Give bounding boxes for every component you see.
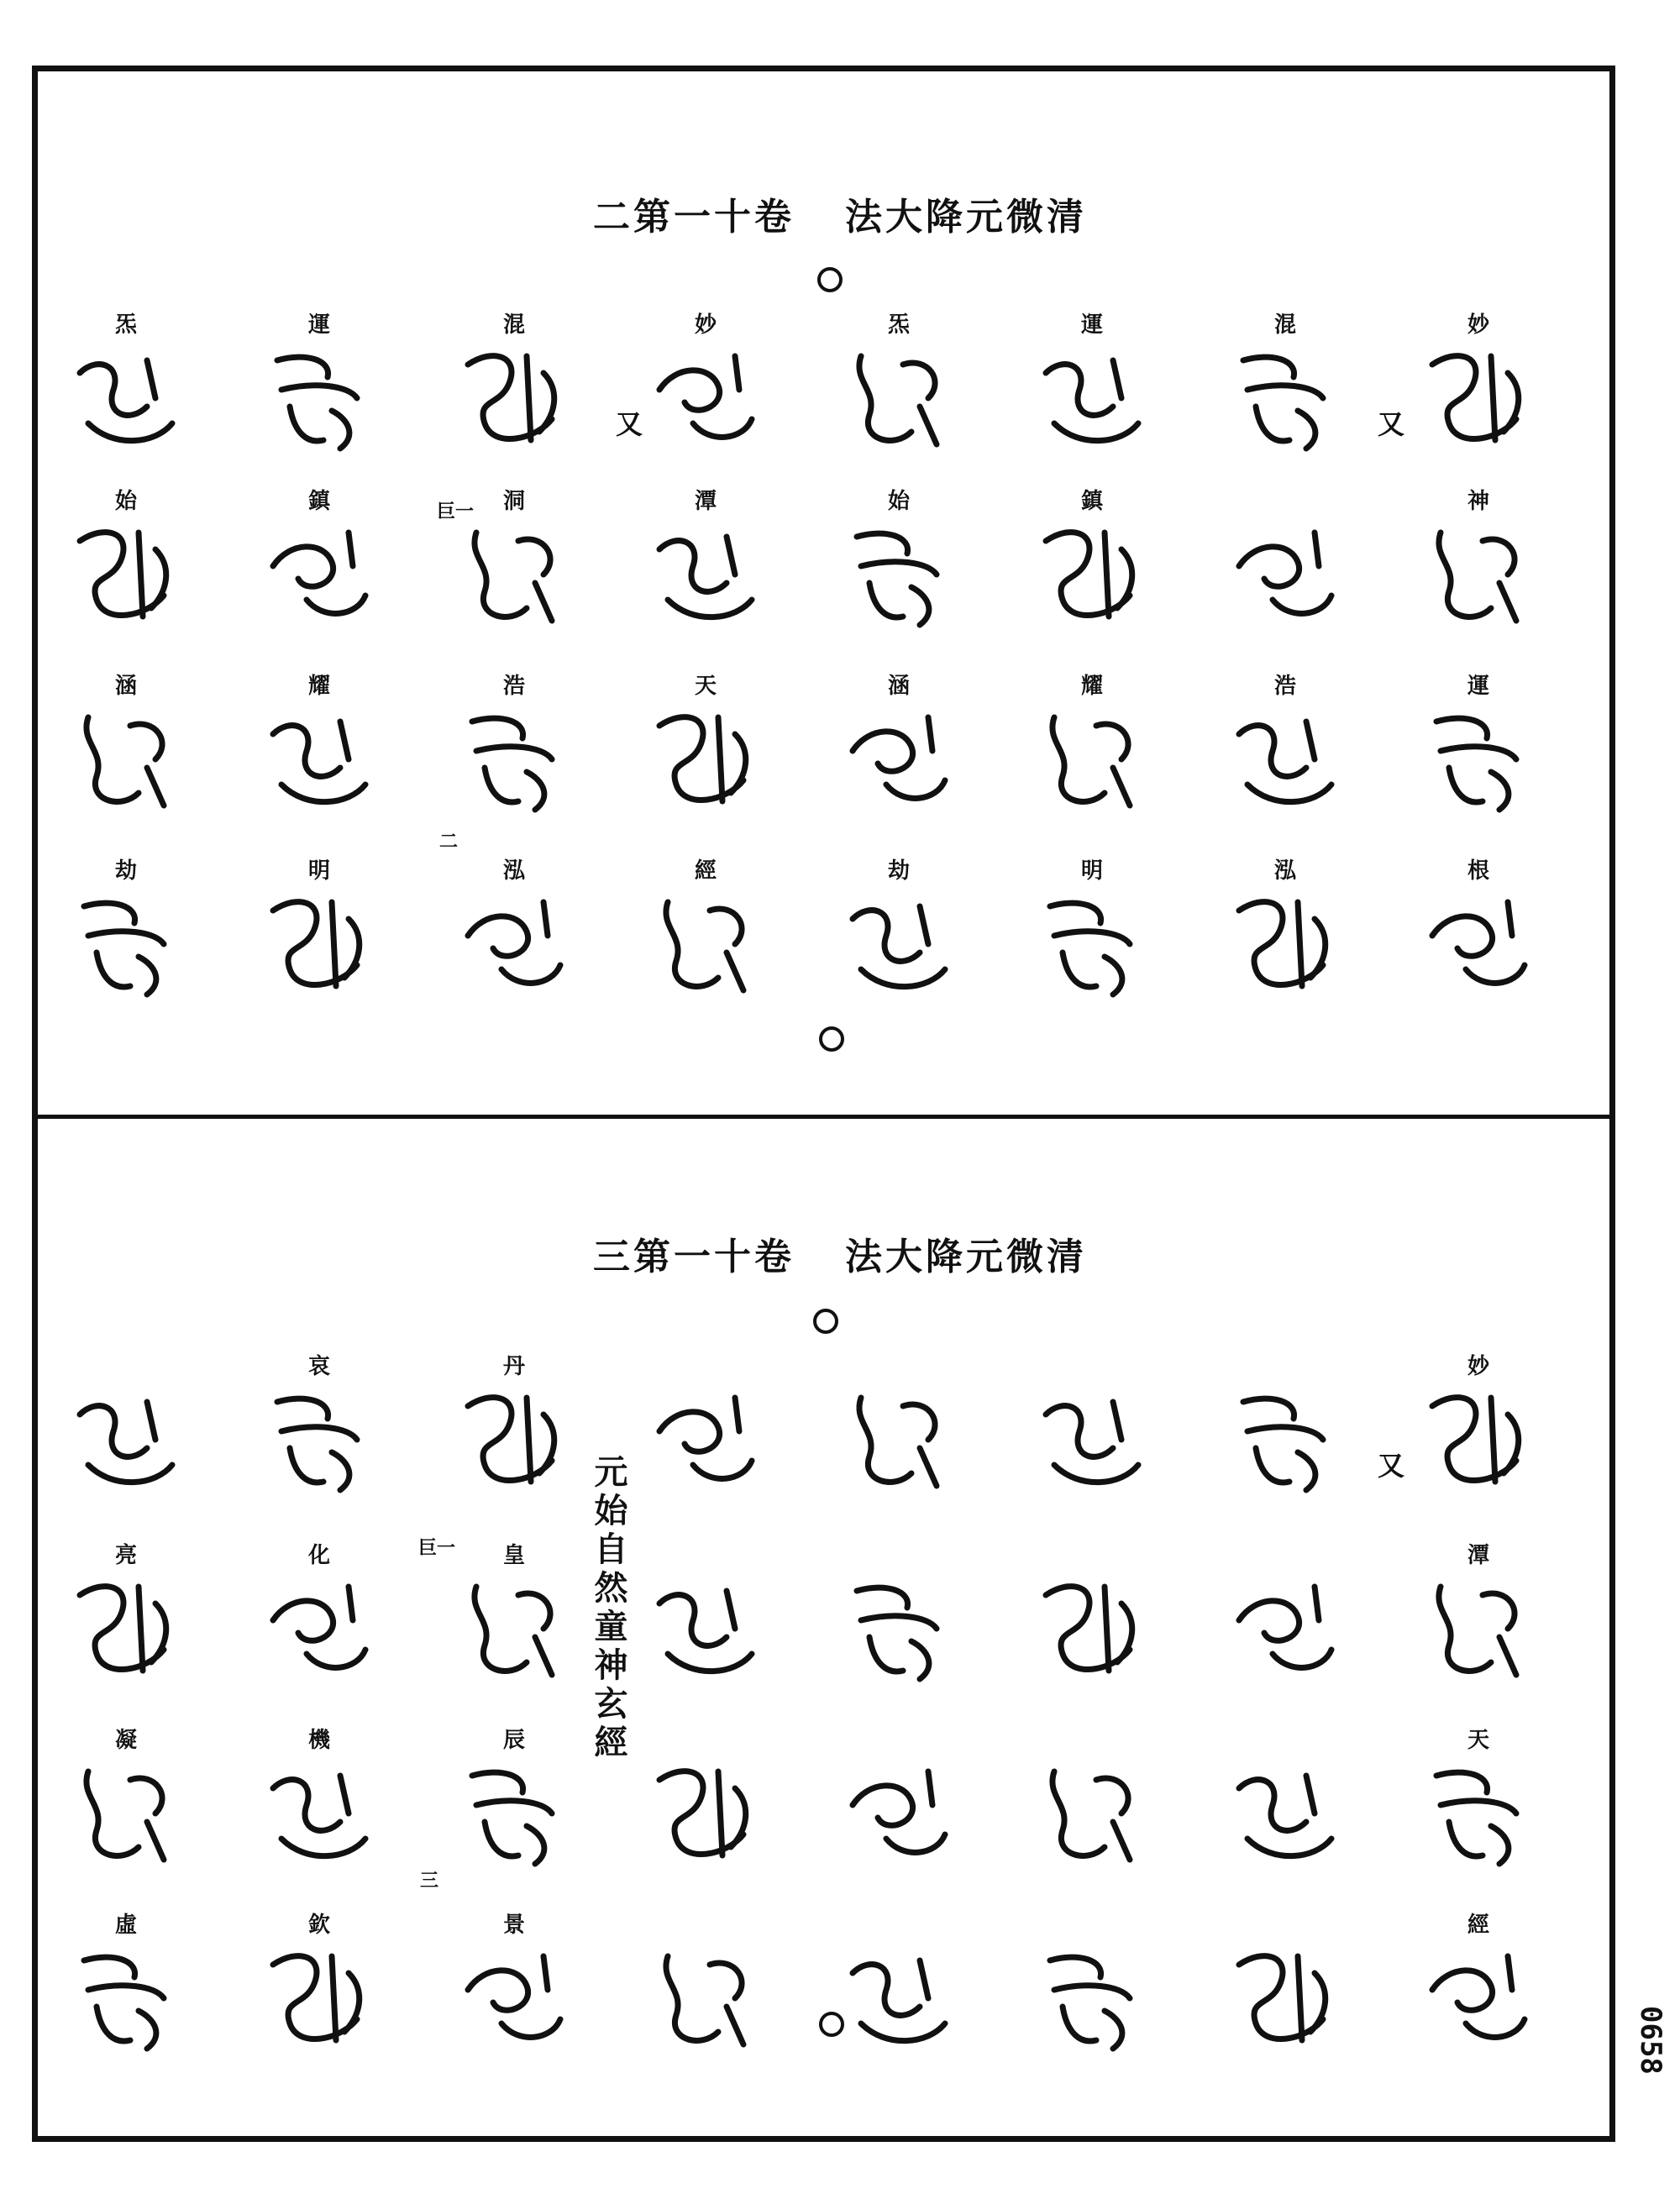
- seal-character-cell: [1210, 1352, 1361, 1498]
- seal-script-glyph: [1029, 885, 1155, 1003]
- gloss-label: 凝: [114, 1728, 137, 1753]
- seal-script-glyph: [256, 1755, 382, 1872]
- page-number: [1634, 2006, 1667, 2075]
- glyph-stroke: [857, 533, 937, 625]
- glyph-stroke: [1050, 903, 1130, 995]
- seal-script-glyph: [643, 516, 769, 633]
- glyph-stroke: [853, 1960, 945, 2041]
- gloss-label: 泓: [1273, 858, 1296, 884]
- seal-character-cell: [50, 487, 202, 633]
- seal-character-cell: [1210, 311, 1361, 457]
- you-mark: 又: [1378, 1450, 1405, 1482]
- seal-character-cell: [1403, 1541, 1554, 1687]
- top-header-volume: 二第一十卷: [593, 196, 795, 239]
- gloss-label: 炁: [887, 312, 910, 338]
- glyph-stroke: [472, 718, 552, 810]
- seal-script-glyph: [1029, 1570, 1155, 1687]
- seal-script-glyph: [256, 885, 382, 1003]
- glyph-stroke: [1046, 1587, 1132, 1671]
- seal-character-cell: [438, 1541, 590, 1687]
- gloss-label: 哀: [307, 1354, 330, 1379]
- glyph-stroke: [84, 1957, 164, 2049]
- seal-script-glyph: [63, 516, 189, 633]
- gloss-label: 潭: [694, 489, 717, 514]
- glyph-stroke: [853, 717, 945, 798]
- gloss-label: 混: [502, 312, 525, 338]
- seal-character-cell: [244, 857, 395, 1003]
- seal-script-glyph: [1029, 1939, 1155, 2057]
- seal-script-glyph: [1222, 885, 1348, 1003]
- seal-character-cell: [438, 1911, 590, 2057]
- seal-character-cell: [1016, 857, 1168, 1003]
- top-header-title: 法大降元微清: [845, 196, 1087, 239]
- seal-character-cell: [50, 857, 202, 1003]
- glyph-stroke: [273, 722, 365, 802]
- gloss-label: 始: [887, 489, 910, 514]
- page-number-text: 0658: [1634, 2006, 1667, 2075]
- seal-script-glyph: [1222, 1381, 1348, 1498]
- glyph-stroke: [1050, 1957, 1130, 2049]
- glyph-stroke: [666, 902, 743, 990]
- gloss-label: 劫: [887, 858, 910, 884]
- seal-script-glyph: [63, 1381, 189, 1498]
- seal-script-glyph: [256, 1381, 382, 1498]
- seal-character-cell: [50, 1911, 202, 2057]
- glyph-stroke: [1239, 1776, 1331, 1856]
- gloss-label: 經: [1467, 1913, 1489, 1938]
- seal-script-glyph: [1415, 1381, 1541, 1498]
- glyph-stroke: [273, 902, 360, 986]
- seal-script-glyph: [451, 701, 577, 818]
- circle-mark: [819, 1026, 844, 1052]
- glyph-stroke: [1053, 717, 1130, 806]
- seal-script-glyph: [256, 1570, 382, 1687]
- glyph-stroke: [659, 356, 752, 437]
- glyph-stroke: [472, 1772, 552, 1864]
- gloss-label: 運: [1080, 312, 1103, 338]
- seal-character-cell: [1210, 672, 1361, 818]
- seal-script-glyph: [1222, 1755, 1348, 1872]
- gloss-label: 景: [502, 1913, 525, 1938]
- gloss-label: 妙: [694, 312, 717, 338]
- glyph-stroke: [1432, 356, 1519, 440]
- seal-script-glyph: [451, 885, 577, 1003]
- glyph-stroke: [84, 903, 164, 995]
- circle-mark: [813, 1309, 838, 1334]
- glyph-stroke: [468, 902, 560, 983]
- seal-character-cell: [438, 857, 590, 1003]
- seal-script-glyph: [1415, 1570, 1541, 1687]
- glyph-stroke: [1243, 357, 1323, 449]
- seal-script-glyph: [1222, 1570, 1348, 1687]
- seal-character-cell: [50, 311, 202, 457]
- seal-character-cell: [244, 1541, 395, 1687]
- gloss-label: 涵: [887, 674, 910, 699]
- circle-mark: [817, 267, 843, 292]
- seal-script-glyph: [643, 885, 769, 1003]
- seal-character-cell: [1403, 1911, 1554, 2057]
- seal-script-glyph: [836, 885, 962, 1003]
- bottom-header: [0, 1226, 1680, 1280]
- seal-script-glyph: [1415, 339, 1541, 457]
- seal-script-glyph: [1415, 516, 1541, 633]
- gloss-label: 洞: [502, 489, 525, 514]
- seal-character-cell: [1403, 1726, 1554, 1872]
- seal-character-cell: [244, 672, 395, 818]
- seal-character-cell: [50, 1541, 202, 1687]
- seal-script-glyph: [1222, 701, 1348, 818]
- seal-character-cell: [630, 672, 781, 818]
- seal-script-glyph: [63, 1570, 189, 1687]
- gloss-label: 泓: [502, 858, 525, 884]
- gloss-label: 虛: [114, 1913, 137, 1938]
- seal-character-cell: [1210, 487, 1361, 633]
- glyph-stroke: [1239, 1587, 1331, 1667]
- glyph-stroke: [475, 1587, 552, 1675]
- glyph-stroke: [1046, 533, 1132, 617]
- seal-character-cell: [630, 1911, 781, 2057]
- seal-script-glyph: [1415, 1939, 1541, 2057]
- seal-script-glyph: [63, 701, 189, 818]
- gloss-label: 辰: [502, 1728, 525, 1753]
- margin-mark: 二: [439, 831, 459, 853]
- gloss-label: 皇: [502, 1543, 525, 1568]
- glyph-stroke: [1239, 533, 1331, 613]
- glyph-stroke: [80, 360, 172, 441]
- seal-character-cell: [630, 1541, 781, 1687]
- gloss-label: 神: [1467, 489, 1489, 514]
- gloss-label: 根: [1467, 858, 1489, 884]
- seal-character-cell: [823, 487, 974, 633]
- gloss-label: 化: [307, 1543, 330, 1568]
- seal-character-cell: [630, 311, 781, 457]
- seal-character-cell: [438, 487, 590, 633]
- gloss-label: 妙: [1467, 1354, 1489, 1379]
- seal-script-glyph: [836, 701, 962, 818]
- seal-script-glyph: [256, 1939, 382, 2057]
- gloss-label: 經: [694, 858, 717, 884]
- glyph-stroke: [1053, 1771, 1130, 1860]
- seal-script-glyph: [643, 1570, 769, 1687]
- seal-script-glyph: [643, 1381, 769, 1498]
- glyph-stroke: [277, 357, 357, 449]
- gloss-label: 運: [1467, 674, 1489, 699]
- seal-script-glyph: [1222, 1939, 1348, 2057]
- gloss-label: 浩: [502, 674, 525, 699]
- gloss-label: 鎮: [1080, 489, 1103, 514]
- seal-character-cell: [630, 1726, 781, 1872]
- glyph-stroke: [1439, 1587, 1516, 1675]
- seal-character-cell: [1403, 1352, 1554, 1498]
- seal-character-cell: [1016, 311, 1168, 457]
- seal-character-cell: [823, 311, 974, 457]
- glyph-stroke: [1239, 902, 1326, 986]
- seal-character-cell: [438, 311, 590, 457]
- seal-script-glyph: [1029, 1381, 1155, 1498]
- glyph-stroke: [87, 717, 164, 806]
- seal-character-cell: [1016, 487, 1168, 633]
- seal-character-cell: [823, 1911, 974, 2057]
- gloss-label: 欽: [307, 1913, 330, 1938]
- seal-script-glyph: [63, 339, 189, 457]
- seal-character-cell: [823, 672, 974, 818]
- section-divider: [32, 1115, 1615, 1119]
- glyph-stroke: [859, 1398, 937, 1486]
- seal-character-cell: [1016, 1352, 1168, 1498]
- margin-mark: 巨一: [437, 501, 475, 522]
- seal-script-glyph: [836, 1381, 962, 1498]
- vertical-title-text: 元始自然童神玄經: [589, 1454, 628, 1763]
- seal-script-glyph: [836, 1570, 962, 1687]
- glyph-stroke: [1046, 360, 1138, 441]
- seal-character-cell: [50, 1352, 202, 1498]
- seal-character-cell: [244, 1352, 395, 1498]
- glyph-stroke: [87, 1771, 164, 1860]
- glyph-stroke: [1239, 722, 1331, 802]
- seal-script-glyph: [836, 1755, 962, 1872]
- seal-character-cell: [823, 1352, 974, 1498]
- glyph-stroke: [659, 1398, 752, 1478]
- gloss-label: 耀: [1080, 674, 1103, 699]
- glyph-stroke: [80, 1587, 166, 1671]
- vertical-title: [586, 1432, 628, 1785]
- seal-character-cell: [50, 1726, 202, 1872]
- margin-mark: 三: [420, 1870, 439, 1892]
- gloss-label: 浩: [1273, 674, 1296, 699]
- seal-script-glyph: [1415, 885, 1541, 1003]
- seal-script-glyph: [643, 1755, 769, 1872]
- seal-character-cell: [244, 1911, 395, 2057]
- glyph-stroke: [1436, 718, 1516, 810]
- seal-character-cell: [1016, 1911, 1168, 2057]
- seal-script-glyph: [451, 1381, 577, 1498]
- seal-script-glyph: [1222, 516, 1348, 633]
- glyph-stroke: [1432, 1398, 1519, 1482]
- glyph-stroke: [273, 1956, 360, 2040]
- bottom-header-volume: 三第一十卷: [593, 1236, 795, 1278]
- seal-character-cell: [630, 487, 781, 633]
- seal-script-glyph: [1415, 701, 1541, 818]
- seal-script-glyph: [63, 1755, 189, 1872]
- glyph-stroke: [1239, 1956, 1326, 2040]
- seal-character-cell: [823, 857, 974, 1003]
- seal-script-glyph: [256, 516, 382, 633]
- seal-script-glyph: [643, 1939, 769, 2057]
- glyph-stroke: [468, 1956, 560, 2037]
- top-header: [0, 186, 1680, 240]
- gloss-label: 明: [1080, 858, 1103, 884]
- seal-character-cell: [1210, 857, 1361, 1003]
- seal-script-glyph: [256, 339, 382, 457]
- glyph-stroke: [659, 1591, 752, 1672]
- glyph-stroke: [1046, 1402, 1138, 1483]
- seal-script-glyph: [836, 516, 962, 633]
- seal-character-cell: [1403, 487, 1554, 633]
- seal-script-glyph: [451, 516, 577, 633]
- glyph-stroke: [857, 1588, 937, 1679]
- gloss-label: 運: [307, 312, 330, 338]
- seal-character-cell: [438, 672, 590, 818]
- glyph-stroke: [80, 1402, 172, 1483]
- glyph-stroke: [1243, 1399, 1323, 1490]
- seal-character-cell: [1403, 672, 1554, 818]
- seal-character-cell: [244, 487, 395, 633]
- seal-script-glyph: [1029, 701, 1155, 818]
- seal-script-glyph: [1029, 516, 1155, 633]
- glyph-stroke: [273, 1587, 365, 1667]
- gloss-label: 始: [114, 489, 137, 514]
- glyph-stroke: [659, 717, 746, 801]
- you-mark: 又: [1378, 408, 1405, 440]
- seal-script-glyph: [63, 1939, 189, 2057]
- glyph-stroke: [666, 1956, 743, 2044]
- seal-character-cell: [244, 311, 395, 457]
- seal-script-glyph: [836, 1939, 962, 2057]
- seal-script-glyph: [1029, 1755, 1155, 1872]
- gloss-label: 劫: [114, 858, 137, 884]
- glyph-stroke: [1432, 1956, 1525, 2037]
- seal-script-glyph: [451, 1939, 577, 2057]
- seal-character-cell: [1210, 1541, 1361, 1687]
- glyph-stroke: [468, 356, 554, 440]
- seal-script-glyph: [643, 701, 769, 818]
- seal-character-cell: [823, 1541, 974, 1687]
- seal-character-cell: [1016, 1541, 1168, 1687]
- gloss-label: 鎮: [307, 489, 330, 514]
- glyph-stroke: [468, 1398, 554, 1482]
- seal-character-cell: [438, 1352, 590, 1498]
- gloss-label: 天: [694, 674, 717, 699]
- glyph-stroke: [659, 537, 752, 617]
- gloss-label: 機: [307, 1728, 330, 1753]
- gloss-label: 炁: [114, 312, 137, 338]
- seal-character-cell: [630, 1352, 781, 1498]
- seal-script-glyph: [451, 339, 577, 457]
- seal-character-cell: [1210, 1911, 1361, 2057]
- seal-character-cell: [1210, 1726, 1361, 1872]
- glyph-stroke: [273, 533, 365, 613]
- glyph-stroke: [859, 356, 937, 444]
- glyph-stroke: [1436, 1772, 1516, 1864]
- seal-character-cell: [823, 1726, 974, 1872]
- you-mark: 又: [616, 408, 643, 440]
- seal-script-glyph: [256, 701, 382, 818]
- glyph-stroke: [80, 533, 166, 617]
- seal-script-glyph: [836, 339, 962, 457]
- seal-character-cell: [1403, 311, 1554, 457]
- gloss-label: 潭: [1467, 1543, 1489, 1568]
- glyph-stroke: [475, 533, 552, 621]
- seal-character-cell: [50, 672, 202, 818]
- glyph-stroke: [1432, 902, 1525, 983]
- glyph-stroke: [273, 1776, 365, 1856]
- seal-script-glyph: [451, 1755, 577, 1872]
- seal-character-cell: [1016, 1726, 1168, 1872]
- glyph-stroke: [277, 1399, 357, 1490]
- glyph-stroke: [853, 906, 945, 987]
- margin-mark: 巨一: [418, 1537, 456, 1559]
- gloss-label: 混: [1273, 312, 1296, 338]
- gloss-label: 妙: [1467, 312, 1489, 338]
- gloss-label: 亮: [114, 1543, 137, 1568]
- seal-script-glyph: [1415, 1755, 1541, 1872]
- seal-script-glyph: [643, 339, 769, 457]
- seal-character-cell: [630, 857, 781, 1003]
- bottom-header-title: 法大降元微清: [845, 1236, 1087, 1278]
- seal-script-glyph: [451, 1570, 577, 1687]
- gloss-label: 天: [1467, 1728, 1489, 1753]
- gloss-label: 耀: [307, 674, 330, 699]
- seal-character-cell: [1016, 672, 1168, 818]
- gloss-label: 明: [307, 858, 330, 884]
- gloss-label: 涵: [114, 674, 137, 699]
- seal-character-cell: [438, 1726, 590, 1872]
- gloss-label: 丹: [502, 1354, 525, 1379]
- glyph-stroke: [659, 1771, 746, 1855]
- seal-character-cell: [244, 1726, 395, 1872]
- glyph-stroke: [1439, 533, 1516, 621]
- seal-character-cell: [1403, 857, 1554, 1003]
- seal-script-glyph: [1222, 339, 1348, 457]
- seal-script-glyph: [1029, 339, 1155, 457]
- seal-script-glyph: [63, 885, 189, 1003]
- glyph-stroke: [853, 1771, 945, 1852]
